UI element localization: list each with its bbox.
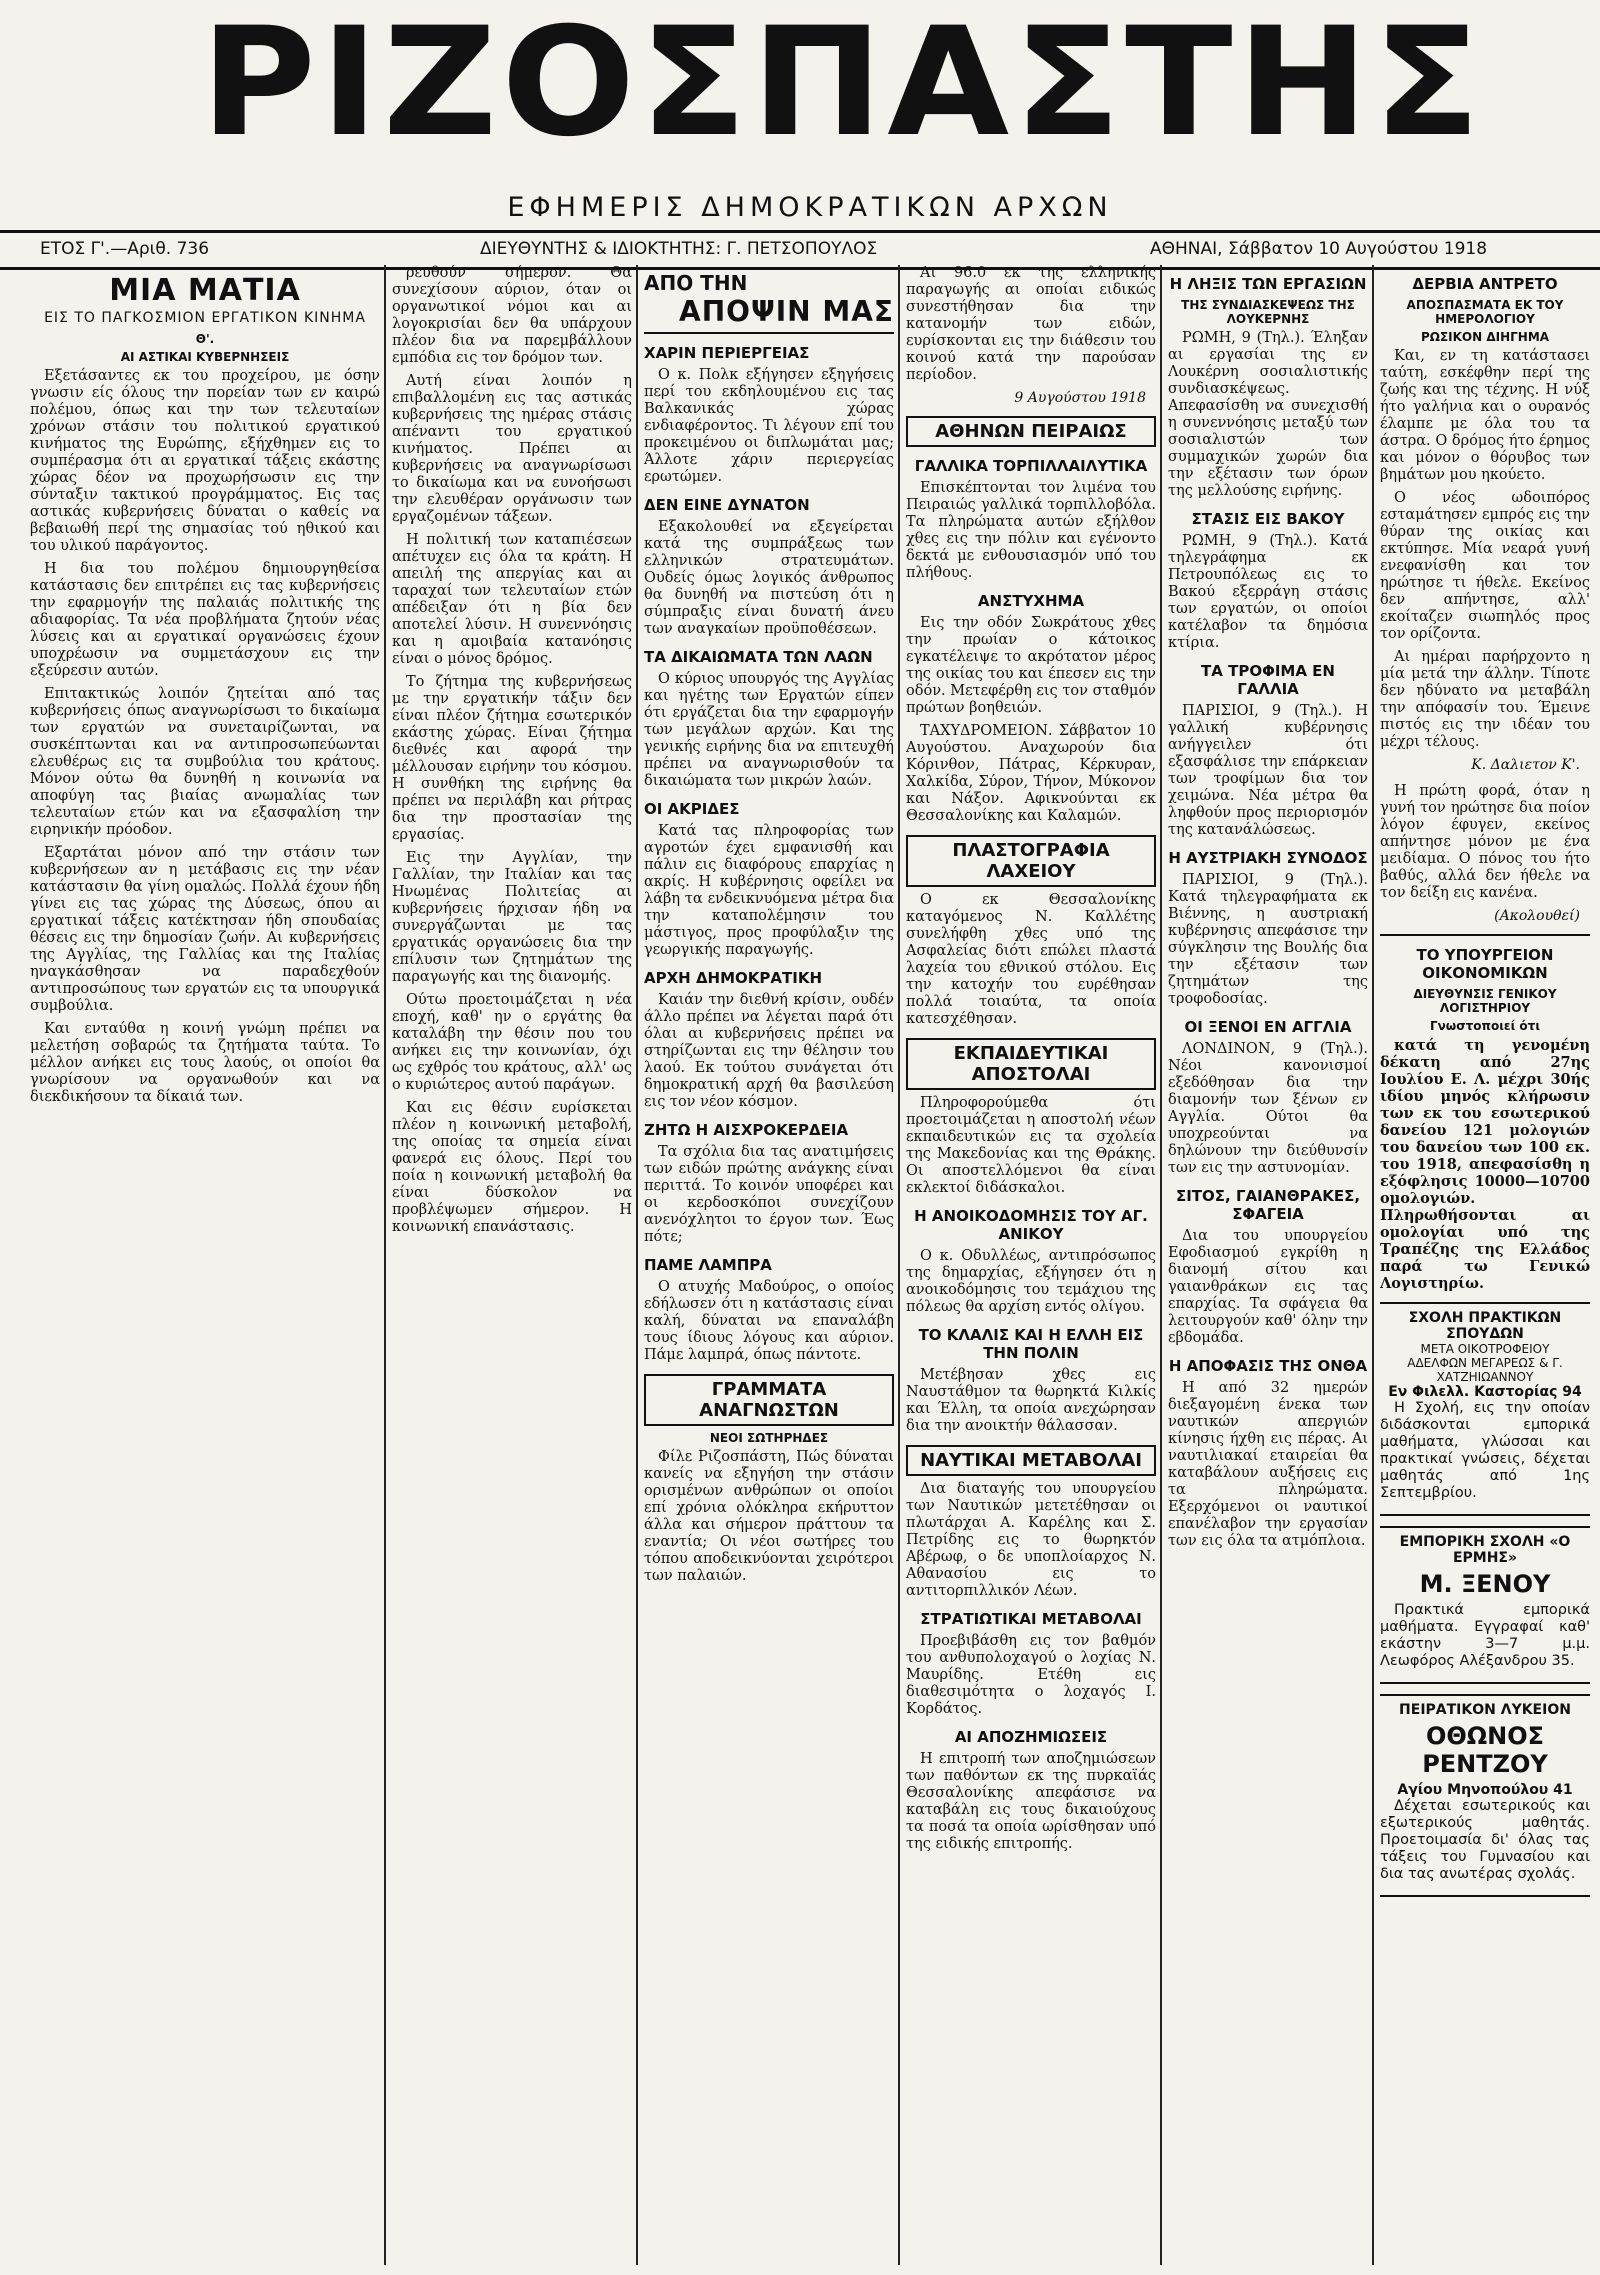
article-paragraph: ρευθούν σήμερον. Θα συνεχίσουν αύριον, όταν οι οργανωτικοί νόμοι και αι λογοκρισίαι δεν θα υπάρχουν πλέον δια να παρεμβάλλουν εμπόδια εις τον δρόμον των.	[392, 265, 632, 366]
item-text: Ο κ. Οδυλλέως, αντιπρόσωπος της δημαρχίας, εξήγησεν ότι η ανοικοδόμησις του τεμάχιου της πόλεως θα αρχίση εντός ολίγου.	[906, 1248, 1156, 1315]
item-text: Εξακολουθεί να εξεγείρεται κατά της συμπράξεως των ελληνικών στρατευμάτων. Ουδείς όμως λογικός άνθρωπος θα δυνηθή να πιστεύση ότι η σύμπραξις είναι δυνατή άνευ των αναγκαίων προϋποθέσεων.	[644, 519, 894, 637]
telegram-text: ΡΩΜΗ, 9 (Τηλ.). Έληξαν αι εργασίαι της εν Λουκέρνη σοσιαλιστικής συνδιασκέψεως. Απεφασίσθη να συνεχισθή η συνεννόησις μεταξύ των σοσιαλιστών των συμμαχικών χωρών δια την εξέτασιν των όρων της μελλούσης ειρήνης.	[1168, 330, 1368, 499]
item-title: ΤΟ ΚΛΑΛΙΣ ΚΑΙ Η ΕΛΛΗ ΕΙΣ ΤΗΝ ΠΟΛΙΝ	[918, 1326, 1144, 1362]
opinion-header-bottom: ΑΠΟΨΙΝ ΜΑΣ	[679, 295, 894, 328]
item-title: ΠΛΑΣΤΟΓΡΑΦΙΑ ΛΑΧΕΙΟΥ	[906, 835, 1156, 887]
item-title: ΑΙ ΑΠΟΖΗΜΙΩΣΕΙΣ	[954, 1728, 1108, 1746]
column-rule	[636, 265, 638, 2265]
article-paragraph: Εξετάσαντες εκ του προχείρου, με όσην γνωσιν είς όλους την πορείαν των εν καιρώ πολέμου, όπως και την των τελευταίων χρόνων στάσιν του πολιτικού εργατικού κινήματος της Ευρώπης, εξήχθημεν εις το συμπέρασμα ότι αι εργατικαί τάξεις εκάστης χώρας δέον να προχωρήσωσιν εις την σύνταξιν τακτικού προγράμματος. Εις τας αστικάς κυβερνήσεις δύναται ο καθείς να βεβαιωθή περί της σημασίας τού ηθικού και του υλικού παράγοντος.	[30, 368, 380, 554]
ad-name: ΟΘΩΝΟΣ ΡΕΝΤΖΟΥ	[1422, 1722, 1548, 1778]
telegram-title: ΤΑ ΤΡΟΦΙΜΑ ΕΝ ΓΑΛΛΙΑ	[1201, 662, 1335, 698]
telegram-title: ΟΙ ΞΕΝΟΙ ΕΝ ΑΓΓΛΙΑ	[1184, 1018, 1352, 1036]
telegram-text: ΠΑΡΙΣΙΟΙ, 9 (Τηλ.). Κατά τηλεγραφήματα εκ Βιέννης, η αυστριακή κυβέρνησις απεφάσισε την σύγκλησιν της Βουλής δια την εξέτασιν των ζητημάτων της τροφοδοσίας.	[1168, 872, 1368, 1007]
telegram-text: Δια του υπουργείου Εφοδιασμού εγκρίθη η διανομή σίτου και γαιανθράκων εις τας επαρχίας. Τα σφάγεια θα λειτουργούν καθ' όλην την εβδομάδα.	[1168, 1228, 1368, 1346]
letters-subtitle: ΝΕΟΙ ΣΩΤΗΡΗΔΕΣ	[709, 1431, 829, 1445]
issue-number: ΕΤΟΣ Γ'.—Αριθ. 736	[40, 239, 210, 259]
ad-text: Δέχεται εσωτερικούς και εξωτερικούς μαθητάς. Προετοιμασία δι' όλας τας τάξεις του Γυμνασίου και δια τας ανωτέρας σχολάς.	[1380, 1798, 1590, 1882]
article-paragraph: Εις την Αγγλίαν, την Γαλλίαν, την Ιταλίαν και τας Ηνωμένας Πολιτείας αι κυβερνήσεις ήρχισαν ήδη να συνεργάζωνται με τας εργατικάς οργανώσεις δια την επίλυσιν των ζητημάτων της παραγωγής και της διανομής.	[392, 850, 632, 985]
article-paragraph: Και εις θέσιν ευρίσκεται πλέον η κοινωνική μεταβολή, της οποίας τα σημεία είναι φανερά εις όλους. Περί του ποία η κοινωνική μεταβολή θα είναι δύσκολον να προβλέψωμεν σήμερον. Η κοινωνική επανάστασις.	[392, 1100, 632, 1235]
item-text: Ο κύριος υπουργός της Αγγλίας και ηγέτης των Εργατών είπεν ότι εργάζεται δια την εφαρμογήν των μεγάλων αρχών. Και της γενικής ειρήνης δια να επιτευχθή πρέπει να αναγνωρισθούν τα δικαιώματα των μικρών λαών.	[644, 671, 894, 789]
ad-address: Εν Φιλελλ. Καστορίας 94	[1388, 1384, 1582, 1400]
ad-title: ΣΧΟΛΗ ΠΡΑΚΤΙΚΩΝ ΣΠΟΥΔΩΝ	[1408, 1310, 1562, 1342]
article-paragraph: Εξαρτάται μόνον από την στάσιν των κυβερνήσεων αν η μετάβασις εις την νέαν κατάστασιν θα γίνη ομαλώς. Πολλά έχουν ήδη γίνει εις τας χώρας της Δύσεως, όπου αι εργατικαί τάξεις κατέκτησαν ήδη σπουδαίας θέσεις εις την δημοσίαν ζωήν. Αι κυβερνήσεις της Αγγλίας, της Γαλλίας και της Ιταλίας ηναγκάσθησαν να παραδεχθούν αντιπροσώπους των εργατών εις τα υπουργικά συμβούλια.	[30, 845, 380, 1014]
ad-name: Μ. ΞΕΝΟΥ	[1419, 1570, 1551, 1598]
director-line: ΔΙΕΥΘΥΝΤΗΣ & ΙΔΙΟΚΤΗΤΗΣ: Γ. ΠΕΤΣΟΠΟΥΛΟΣ	[480, 239, 878, 259]
column-rule	[1372, 265, 1374, 2265]
article-paragraph: Επιτακτικώς λοιπόν ζητείται από τας κυβερνήσεις όπως αναγνωρίσωσι το δικαίωμα των εργατών να συνεταιρίζωνται, να συσκέπτωνται και να αντιπροσωπεύωνται ελευθέρως εις τα συμβούλια του κράτους. Μόνον ούτω θα δυνηθή η κοινωνία να αποφύγη τας βιαίας ανωμαλίας των τελευταίων ετών και να εξασφαλίση την ειρηνικήν πρόοδον.	[30, 686, 380, 838]
item-text: Προεβιβάσθη εις τον βαθμόν του ανθυπολοχαγού ο λοχίας Ν. Μαυρίδης. Ετέθη εις διαθεσιμότητα ο λοχαγός Ι. Κορδάτος.	[906, 1633, 1156, 1717]
info-bar	[0, 230, 1600, 270]
article-paragraph: Η δια του πολέμου δημιουργηθείσα κατάστασις δεν επιτρέπει εις τας κυβερνήσεις την εφαρμογήν της παλαιάς πολιτικής της αδιαφορίας. Τα νέα προβλήματα ζητούν νέας λύσεις και αι εργατικαί οργανώσεις έχουν υποχρέωσιν να συμμετάσχουν εις την εξεύρεσιν αυτών.	[30, 561, 380, 679]
section-number: Θ'.	[195, 332, 215, 346]
item-text: Φίλε Ριζοσπάστη, Πώς δύναται κανείς να εξηγήση την στάσιν ορισμένων ανθρώπων οι οποίοι επί χρόνια ολόκληρα εκήρυττον άλλα και σήμερον πράττουν τα εναντία; Οι νέοι σωτήρες του τόπου αποδεικνύονται χειρότεροι των παλαιών.	[644, 1449, 894, 1584]
section-title: ΑΙ ΑΣΤΙΚΑΙ ΚΥΒΕΡΝΗΣΕΙΣ	[120, 350, 290, 364]
story-continued: (Ακολουθεί)	[1494, 908, 1580, 924]
item-text: Αι 96.0 εκ της ελληνικής παραγωγής αι οποίαι ειδικώς συνεστήθησαν δια την κατανομήν των ειδών, ευρίσκονται εις την διάθεσιν του κοινού κατά την παρούσαν περίοδον.	[906, 265, 1156, 383]
ad-title: ΠΕΙΡΑΤΙΚΟΝ ΛΥΚΕΙΟΝ	[1399, 1702, 1571, 1718]
story-paragraph: Αι ημέραι παρήρχοντο η μία μετά την άλλην. Τίποτε δεν ηδύνατο να μεταβάλη την απόφασίν του. Έμεινε πιστός εις την ιδέαν του μέχρι τέλους.	[1380, 649, 1590, 750]
column-4	[906, 265, 1156, 2265]
main-headline: ΜΙΑ ΜΑΤΙΑ	[109, 273, 301, 308]
section-header: ΑΘΗΝΩΝ ΠΕΙΡΑΙΩΣ	[906, 416, 1156, 447]
ad-text: Η Σχολή, εις την οποίαν διδάσκονται εμπορικά μαθήματα, γλώσσαι και πρακτικαί γνώσεις, δέχεται μαθητάς από 1ης Σεπτεμβρίου.	[1380, 1400, 1590, 1501]
telegram-text: Η από 32 ημερών διεξαγομένη ένεκα των ναυτικών απεργιών κίνησις ήχθη εις πέρας. Αι ναυτιλιακαί εταιρείαι θα καταβάλουν αυξήσεις εις τα πληρώματα. Εξερχόμενοι οι ναυτικοί επανέλαβον την εργασίαν των εις όλα τα ατμόπλοια.	[1168, 1380, 1368, 1549]
story-title: ΔΕΡΒΙΑ ΑΝΤΡΕΤΟ	[1412, 275, 1558, 293]
story-paragraph: Και, εν τη κατάστασει ταύτη, εσκέφθην περί της ζωής και της τέχνης. Η νύξ ήτο γαλήνια και ο ουρανός έλαμπε με όλα του τα άστρα. Ο δρόμος ήτο έρημος και μόνον ο θόρυβος των βημάτων μου ηκούετο.	[1380, 348, 1590, 483]
item-text: Ο εκ Θεσσαλονίκης καταγόμενος Ν. Καλλέτης συνελήφθη χθες υπό της Ασφαλείας διότι επώλει πλαστά λαχεία του εθνικού στόλου. Εις την κατοχήν του ευρέθησαν πολλά τοιαύτα, τα οποία κατεσχέθησαν.	[906, 892, 1156, 1027]
item-title: ΝΑΥΤΙΚΑΙ ΜΕΤΑΒΟΛΑΙ	[906, 1445, 1156, 1476]
story-paragraph: Η πρώτη φορά, όταν η γυνή τον ηρώτησε δια ποίον λόγον έφυγεν, εκείνος απήντησε μόνον με ένα μειδίαμα. Ο πόνος του ήτο βαθύς, αλλά δεν ήθελε να τον δείξη εις κανένα.	[1380, 783, 1590, 901]
column-rule	[384, 265, 386, 2265]
opinion-header-top: ΑΠΟ ΤΗΝ	[644, 271, 748, 295]
column-6	[1380, 265, 1590, 2265]
story-subtitle: ΑΠΟΣΠΑΣΜΑΤΑ ΕΚ ΤΟΥ ΗΜΕΡΟΛΟΓΙΟΥ	[1406, 298, 1564, 326]
notice-intro: Γνωστοποιεί ότι	[1429, 1019, 1541, 1033]
column-2	[392, 265, 632, 2265]
item-text: Κατά τας πληροφορίας των αγροτών έχει εμφανισθή και πάλιν εις διαφόρους επαρχίας η ακρίς. Η κυβέρνησις οφείλει να λάβη τα ενδεικνυόμενα μέτρα δια την καταπολέμησιν του μάστιγος, προς προφύλαξιν της γεωργικής παραγωγής.	[644, 823, 894, 958]
story-genre: ΡΩΣΙΚΟΝ ΔΙΗΓΗΜΑ	[1420, 330, 1550, 344]
telegram-title: ΣΤΑΣΙΣ ΕΙΣ ΒΑΚΟΥ	[1191, 510, 1345, 528]
item-title: ΑΝΣΤΥΧΗΜΑ	[977, 592, 1085, 610]
item-title: ΖΗΤΩ Η ΑΙΣΧΡΟΚΕΡΔΕΙΑ	[644, 1121, 849, 1139]
item-text: Η επιτροπή των αποζημιώσεων των παθόντων εκ της πυρκαϊάς Θεσσαλονίκης απεφάσισε να καταβάλη εις τους δικαιούχους τα ποσά τα οποία ωρίσθησαν υπό της ειδικής επιτροπής.	[906, 1751, 1156, 1852]
telegram-title: Η ΑΥΣΤΡΙΑΚΗ ΣΥΝΟΔΟΣ	[1168, 849, 1368, 867]
item-title: ΟΙ ΑΚΡΙΔΕΣ	[644, 800, 740, 818]
item-title: ΕΚΠΑΙΔΕΥΤΙΚΑΙ ΑΠΟΣΤΟΛΑΙ	[906, 1038, 1156, 1090]
masthead-subtitle: ΕΦΗΜΕΡΙΣ ΔΗΜΟΚΡΑΤΙΚΩΝ ΑΡΧΩΝ	[507, 192, 1113, 223]
article-paragraph: Η πολιτική των καταπιέσεων απέτυχεν εις όλα τα κράτη. Η απειλή της απεργίας και αι ταραχαί των τελευταίων ετών απέδειξαν ότι η βία δεν αποτελεί λύσιν. Η συνεννόησις και η αμοιβαία κατανόησις είναι ο μόνος δρόμος.	[392, 532, 632, 667]
commerce-school-ad	[1380, 1526, 1590, 1684]
item-text: Ο ατυχής Μαδούρος, ο οποίος εδήλωσεν ότι η κατάστασις είναι καλή, δύναται να επαναλάβη τους ίδιους λόγους και αύριον. Πάμε λαμπρά, όπως πάντοτε.	[644, 1279, 894, 1363]
issue-date: ΑΘΗΝΑΙ, Σάββατον 10 Αυγούστου 1918	[1150, 239, 1488, 259]
article-paragraph: Και ενταύθα η κοινή γνώμη πρέπει να μελετήση σοβαρώς τα ζητήματα ταύτα. Το μέλλον ανήκει εις τους λαούς, οι οποίοι θα γνωρίσουν να οργανωθούν και να διεκδικήσουν τα δίκαιά των.	[30, 1021, 380, 1105]
article-paragraph: Αυτή είναι λοιπόν η επιβαλλομένη εις τας αστικάς κυβερνήσεις της ημέρας στάσις απέναντι του εργατικού κινήματος. Πρέπει αι κυβερνήσεις να αναγνωρίσωσι το δικαίωμα και να ευνοήσωσι την ελευθέραν οργάνωσιν των εργαζομένων τάξεων.	[392, 373, 632, 525]
date-signature: 9 Αυγούστου 1918	[1014, 390, 1146, 406]
item-text: Καιάν την διεθνή κρίσιν, ουδέν άλλο πρέπει να λέγεται παρά ότι όλαι αι κυβερνήσεις πρέπει να στηρίζωνται εις την θέλησιν του λαού. Εκ τούτου συνάγεται ότι δημοκρατική αρχή θα βασιλεύση εις τον νέον κόσμον.	[644, 992, 894, 1110]
lyceum-ad	[1380, 1694, 1590, 1897]
item-title: ΧΑΡΙΝ ΠΕΡΙΕΡΓΕΙΑΣ	[644, 344, 810, 362]
column-rule	[898, 265, 900, 2265]
item-title: ΣΤΡΑΤΙΩΤΙΚΑΙ ΜΕΤΑΒΟΛΑΙ	[920, 1610, 1142, 1628]
telegram-text: ΛΟΝΔΙΝΟΝ, 9 (Τηλ.). Νέοι κανονισμοί εξεδόθησαν δια την διαμονήν των ξένων εν Αγγλία. Ούτοι θα υποχρεούνται να δηλώνουν την διεύθυνσίν των εις την αστυνομίαν.	[1168, 1041, 1368, 1176]
telegram-title: Η ΑΠΟΦΑΣΙΣ ΤΗΣ ΟΝΘΑ	[1168, 1357, 1368, 1375]
ad-address: Αγίου Μηνοπούλου 41	[1397, 1782, 1573, 1798]
ad-subtitle: ΜΕΤΑ ΟΙΚΟΤΡΟΦΕΙΟΥ	[1420, 1342, 1550, 1356]
item-title: ΠΑΜΕ ΛΑΜΠΡΑ	[644, 1256, 772, 1274]
opinion-header	[644, 271, 894, 334]
item-title: ΓΑΛΛΙΚΑ ΤΟΡΠΙΛΛΑΙΛΥΤΙΚΑ	[914, 457, 1148, 475]
item-title: ΑΡΧΗ ΔΗΜΟΚΡΑΤΙΚΗ	[644, 969, 823, 987]
item-text: Μετέβησαν χθες εις Ναυστάθμον τα θωρηκτά Κιλκίς και Έλλη, τα οποία ανεχώρησαν δια την ανοικτήν θάλασσαν.	[906, 1367, 1156, 1434]
telegram-text: ΡΩΜΗ, 9 (Τηλ.). Κατά τηλεγράφημα εκ Πετρουπόλεως εις το Βακού εξερράγη στάσις των εργατών, οι οποίοι κατέλαβον τα δημόσια κτίρια.	[1168, 533, 1368, 651]
item-text: Δια διαταγής του υπουργείου των Ναυτικών μετετέθησαν οι πλωτάρχαι Α. Καρέλης και Σ. Πετρίδης εις το θωρηκτόν Αβέρωφ, ο δε υποπλοίαρχος Ν. Αθανασίου εις το αντιτορπιλλικόν Λέων.	[906, 1481, 1156, 1599]
item-text: Τα σχόλια δια τας ανατιμήσεις των ειδών πρώτης ανάγκης είναι περιττά. Το κοινόν υποφέρει και οι κερδοσκόποι συνεχίζουν ανενόχλητοι το έργον των. Έως πότε;	[644, 1144, 894, 1245]
letters-title: ΓΡΑΜΜΑΤΑ ΑΝΑΓΝΩΣΤΩΝ	[644, 1374, 894, 1426]
column-3	[644, 265, 894, 2265]
ad-text: Πρακτικά εμπορικά μαθήματα. Εγγραφαί καθ' εκάστην 3—7 μ.μ. Λεωφόρος Αλέξανδρου 35.	[1380, 1602, 1590, 1669]
item-title: ΤΑ ΔΙΚΑΙΩΜΑΤΑ ΤΩΝ ΛΑΩΝ	[644, 648, 873, 666]
ad-title: ΕΜΠΟΡΙΚΗ ΣΧΟΛΗ «Ο ΕΡΜΗΣ»	[1399, 1534, 1571, 1566]
main-subheadline: ΕΙΣ ΤΟ ΠΑΓΚΟΣΜΙΟΝ ΕΡΓΑΤΙΚΟΝ ΚΙΝΗΜΑ	[44, 310, 366, 326]
telegram-subtitle: ΤΗΣ ΣΥΝΔΙΑΣΚΕΨΕΩΣ ΤΗΣ ΛΟΥΚΕΡΝΗΣ	[1181, 298, 1355, 326]
story-signature: Κ. Δαλιετον Κ'.	[1471, 757, 1580, 773]
item-text: Πληροφορούμεθα ότι προετοιμάζεται η αποστολή νέων εκπαιδευτικών εις τα σχολεία της Μακεδονίας και της Θράκης. Οι αποστελλόμενοι θα είναι εκλεκτοί διδάσκαλοι.	[906, 1095, 1156, 1196]
item-text: Ο κ. Πολκ εξήγησεν εξηγήσεις περί του εκδηλουμένου εις τας Βαλκανικάς χώρας ενδιαφέροντος. Τι λέγουν επί του προκειμένου οι διπλωμάται μας; Άλλοτε χάριν περιεργείας ερωτώμεν.	[644, 367, 894, 485]
article-paragraph: Ούτω προετοιμάζεται η νέα εποχή, καθ' ην ο εργάτης θα καταλάβη την θέσιν που του ανήκει εις την κοινωνίαν, όχι ως εχθρός του κράτους, αλλ' ως ο κυριώτερος αυτού παράγων.	[392, 992, 632, 1093]
item-text: Επισκέπτονται τον λιμένα του Πειραιώς γαλλικά τορπιλλοβόλα. Τα πληρώματα αυτών εξήλθον χθες εις την πόλιν και εγένοντο δεκτά με ενθουσιασμόν υπό του πλήθους.	[906, 480, 1156, 581]
column-1	[30, 265, 380, 2265]
masthead-title: ΡΙΖΟΣΠΑΣΤΗΣ	[200, 0, 1485, 170]
item-title: ΔΕΝ ΕΙΝΕ ΔΥΝΑΤΟΝ	[644, 496, 810, 514]
notice-subtitle: ΔΙΕΥΘΥΝΣΙΣ ΓΕΝΙΚΟΥ ΛΟΓΙΣΤΗΡΙΟΥ	[1413, 987, 1557, 1015]
story-paragraph: Ο νέος ωδοιπόρος εσταμάτησεν εμπρός εις την θύραν της οικίας και εκτύπησε. Μία νεαρά γυνή ενεφανίσθη και τον ηρώτησε τι ήθελε. Εκείνος δεν απήντησε, αλλ' εκοίταζεν σιωπηλός προς τον ορίζοντα.	[1380, 490, 1590, 642]
column-rule	[1160, 265, 1162, 2265]
column-5	[1168, 265, 1368, 2265]
telegram-title: ΣΙΤΟΣ, ΓΑΙΑΝΘΡΑΚΕΣ, ΣΦΑΓΕΙΑ	[1175, 1187, 1361, 1223]
article-paragraph: Το ζήτημα της κυβερνήσεως με την εργατικήν τάξιν δεν είναι πλέον ζήτημα εσωτερικόν εκάστης χώρας. Είναι ζήτημα διεθνές και αφορά την μέλλουσαν ειρήνην του κόσμου. Η συνθήκη της ειρήνης θα πρέπει να περιλάβη και ρήτρας δια την προστασίαν της εργασίας.	[392, 674, 632, 843]
telegram-title: Η ΛΗΞΙΣ ΤΩΝ ΕΡΓΑΣΙΩΝ	[1169, 275, 1367, 293]
school-ad	[1380, 1302, 1590, 1516]
divider	[1380, 934, 1590, 936]
item-text: ΤΑΧΥΔΡΟΜΕΙΟΝ. Σάββατον 10 Αυγούστου. Αναχωρούν δια Κόρινθον, Πάτρας, Κέρκυραν, Χαλκίδα, Σύρον, Τήνον, Μύκονον και Νάξον. Αφικνούνται εκ Θεσσαλονίκης και Καλαμών.	[906, 723, 1156, 824]
item-title: Η ΑΝΟΙΚΟΔΟΜΗΣΙΣ ΤΟΥ ΑΓ. ΑΝΙΚΟΥ	[914, 1207, 1148, 1243]
telegram-text: ΠΑΡΙΣΙΟΙ, 9 (Τηλ.). Η γαλλική κυβέρνησις ανήγγειλεν ότι εξασφάλισε την επάρκειαν των τροφίμων δια τον χειμώνα. Νέα μέτρα θα ληφθούν προς περιορισμόν της κατανάλώσεως.	[1168, 703, 1368, 838]
item-text: Εις την οδόν Σωκράτους χθες την πρωίαν ο κάτοικος εγκατέλειψε το ακρότατον μέρος της οικίας του και έπεσεν εις την οδόν. Μετεφέρθη εις τον σταθμόν πρώτων βοηθειών.	[906, 615, 1156, 716]
notice-text: κατά τη γενομένη δέκατη από 27ης Ιουλίου Ε. Λ. μέχρι 30ής ιδίου μηνός κλήρωσιν των εκ του εσωτερικού δανείου 121 μολογιών του δανείου των 100 εκ. του 1918, απεφασίσθη η εξόφλησις 10000—10700 ομολογιών. Πληρωθήσονται αι ομολογίαι υπό της Τραπέζης της Ελλάδος παρά τω Γενικώ Λογιστηρίω.	[1380, 1037, 1590, 1292]
notice-title: ΤΟ ΥΠΟΥΡΓΕΙΟΝ ΟΙΚΟΝΟΜΙΚΩΝ	[1416, 946, 1554, 982]
ad-owners: ΑΔΕΛΦΩΝ ΜΕΓΑΡΕΩΣ & Γ. ΧΑΤΖΗΙΩΑΝΝΟΥ	[1407, 1356, 1563, 1384]
